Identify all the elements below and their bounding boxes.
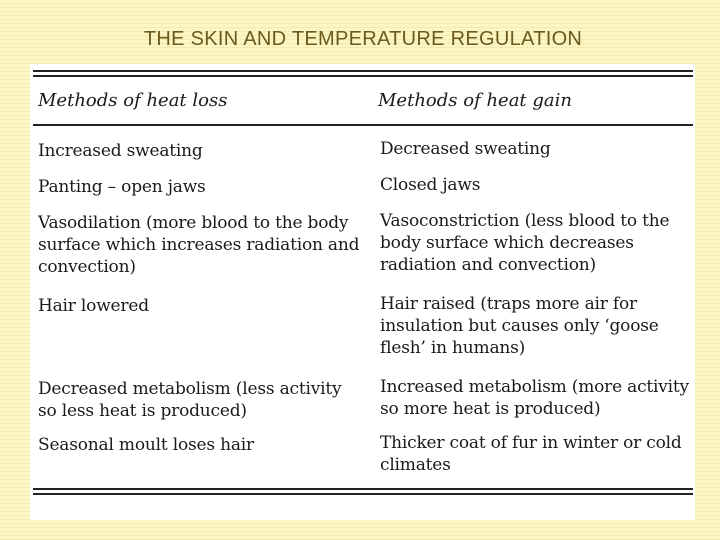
gain-cell-vasoconstriction: Vasoconstriction (less blood to the body surface which decreases radiation and convection)	[380, 211, 670, 275]
loss-cell-hair: Hair lowered	[38, 296, 149, 316]
loss-cell-metabolism: Decreased metabolism (less activity so less heat is produced)	[38, 379, 342, 421]
heat-regulation-table	[30, 64, 695, 520]
table-bottom-rule	[33, 488, 693, 490]
table-bottom-rule-inner	[33, 493, 693, 495]
gain-cell-hair: Hair raised (traps more air for insulation but causes only ‘goose flesh’ in humans)	[380, 294, 659, 358]
table-top-rule	[33, 70, 693, 72]
header-heat-gain: Methods of heat gain	[378, 90, 572, 111]
gain-cell-metabolism: Increased metabolism (more activity so more heat is produced)	[380, 377, 689, 419]
gain-cell-jaws: Closed jaws	[380, 175, 481, 195]
table-top-rule-inner	[33, 75, 693, 77]
gain-cell-fur: Thicker coat of fur in winter or cold climates	[380, 433, 682, 475]
gain-cell-sweating: Decreased sweating	[380, 139, 551, 159]
loss-cell-moult: Seasonal moult loses hair	[38, 435, 254, 455]
loss-cell-sweating: Increased sweating	[38, 141, 203, 161]
loss-cell-vasodilation: Vasodilation (more blood to the body surface which increases radiation and convection)	[38, 213, 360, 277]
header-heat-loss: Methods of heat loss	[38, 90, 228, 111]
slide-title: THE SKIN AND TEMPERATURE REGULATION	[143, 28, 583, 50]
header-rule	[33, 124, 693, 126]
loss-cell-jaws: Panting – open jaws	[38, 177, 206, 197]
